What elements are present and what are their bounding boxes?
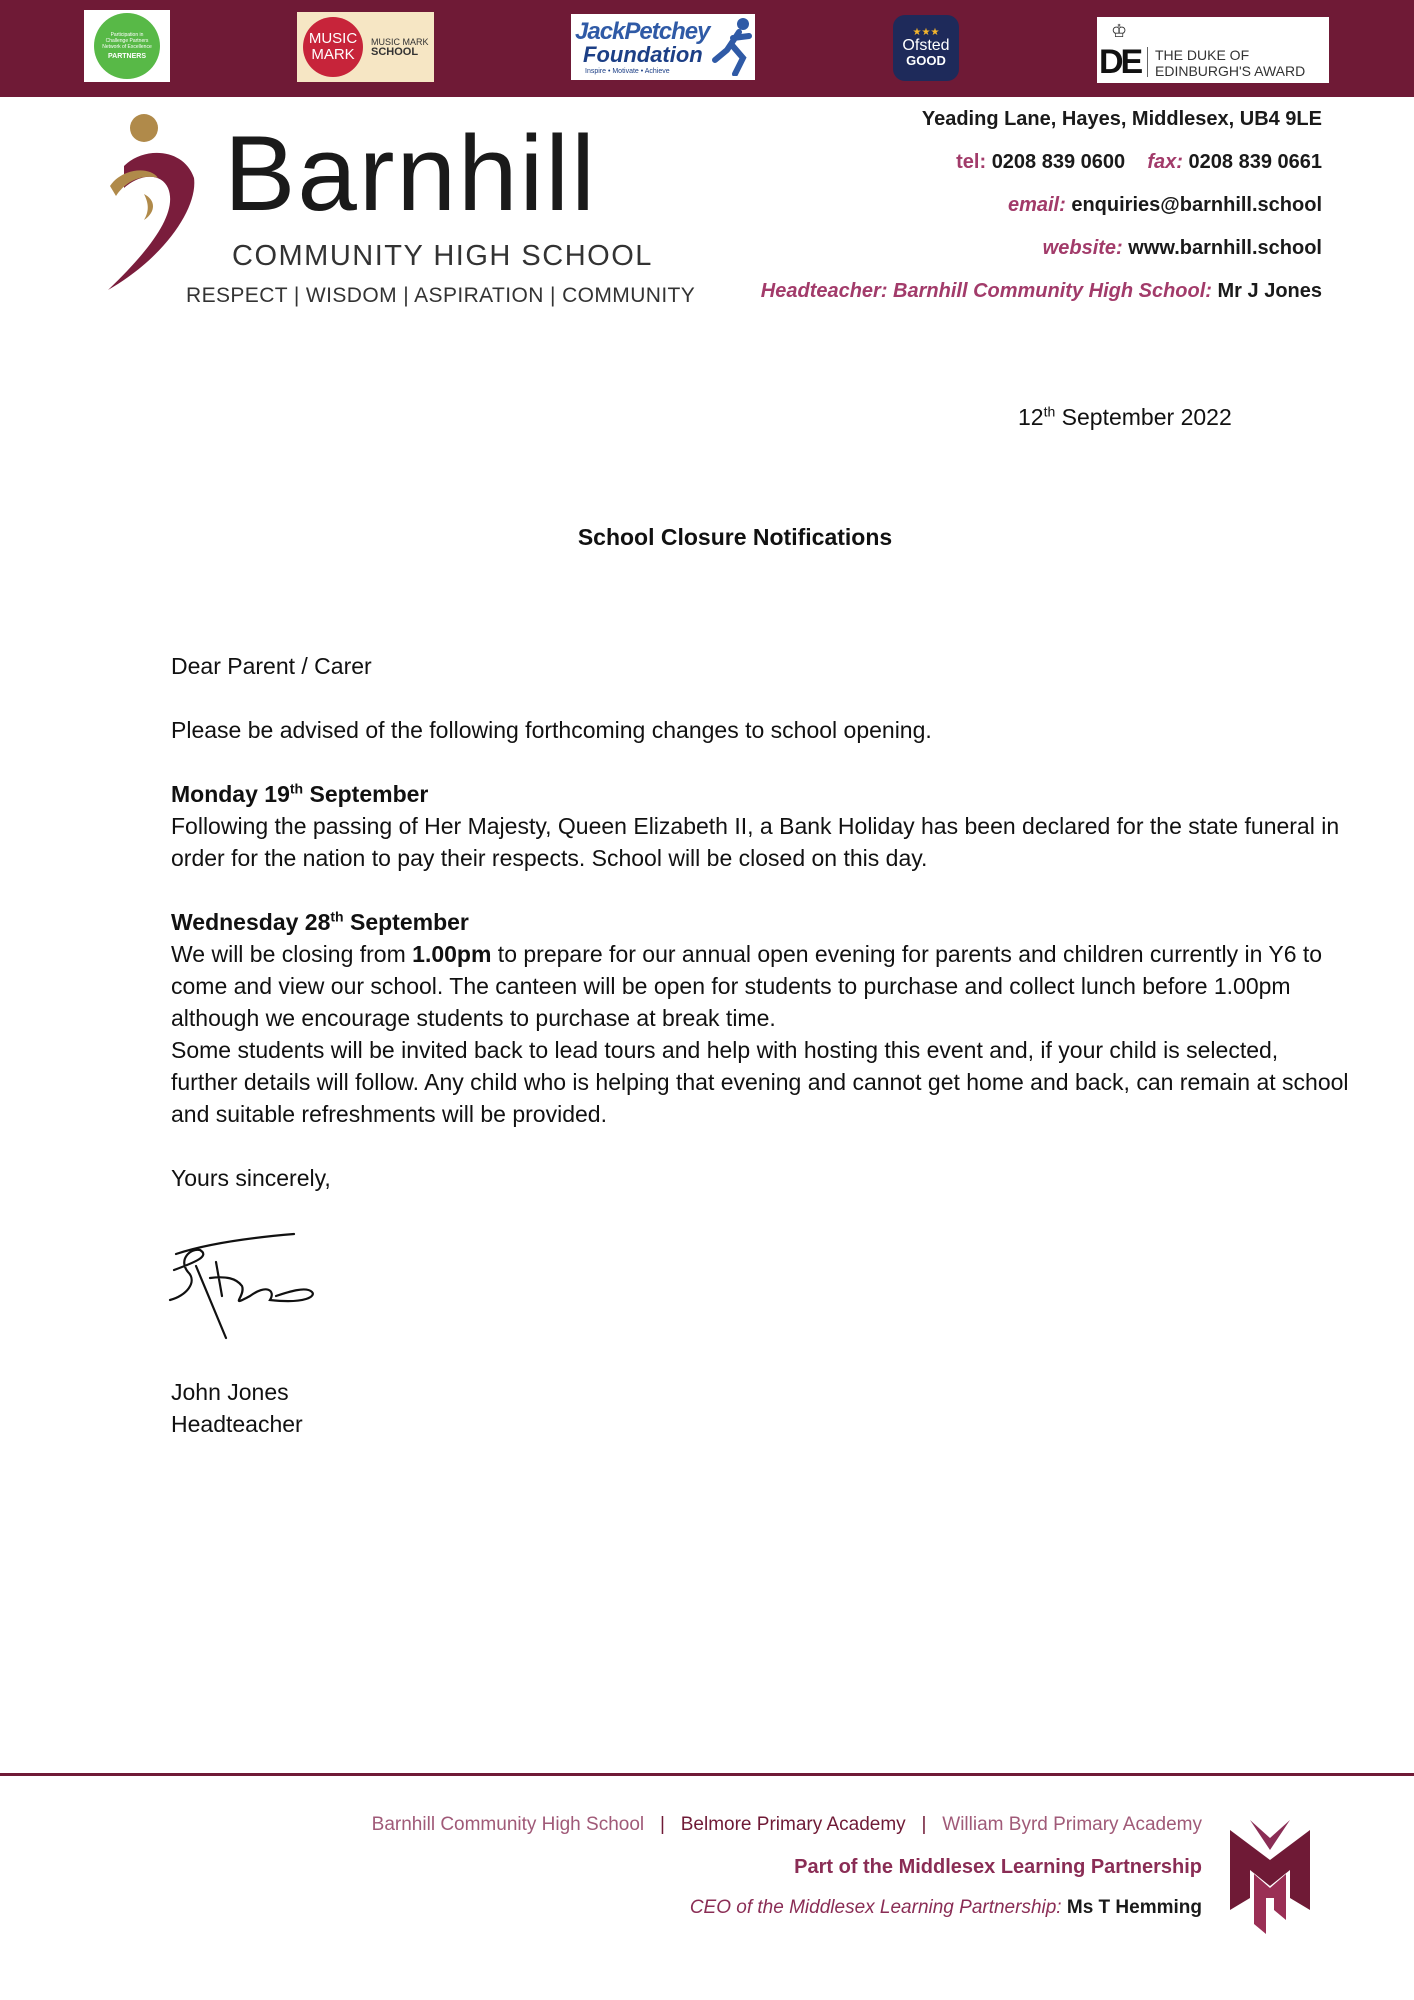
signature — [166, 1226, 326, 1346]
duke-of-edinburgh-logo — [1097, 17, 1329, 83]
s2-month: September — [343, 909, 469, 935]
jp-tagline: Inspire • Motivate • Achieve — [585, 68, 670, 75]
intro-paragraph: Please be advised of the following forthcoming changes to school opening. — [171, 717, 932, 743]
footer-school-2: Belmore Primary Academy — [680, 1814, 906, 1835]
headteacher-line — [761, 280, 1322, 303]
footer-sep: | — [921, 1814, 927, 1835]
music-line2: MARK — [311, 46, 355, 63]
divider — [1147, 47, 1148, 77]
music-line1: MUSIC — [308, 30, 358, 47]
de-line2: EDINBURGH'S AWARD — [1155, 63, 1306, 79]
partners-text: Participation in Challenge Partners Network of Excellence — [102, 32, 152, 50]
jack-petchey-logo — [571, 14, 755, 80]
email-line — [1008, 194, 1322, 217]
school-subtitle: COMMUNITY HIGH SCHOOL — [232, 240, 653, 272]
salutation: Dear Parent / Carer — [171, 653, 372, 679]
date-suffix: th — [1043, 403, 1056, 420]
ceo-name: Ms T Hemming — [1066, 1897, 1202, 1918]
date-rest: September 2022 — [1055, 404, 1232, 430]
footer-schools — [372, 1814, 1202, 1836]
challenge-partners-logo — [84, 10, 170, 82]
footer-divider — [0, 1773, 1414, 1776]
signer — [171, 1376, 1351, 1440]
school-name: Barnhill — [224, 113, 597, 233]
address — [922, 108, 1322, 131]
s2-text: to prepare for our annual open evening for parents and children currently in Y6 to come and view our school. The canteen will be open for students to purchase and collect lunch before 1.00pm although we encourage students to purchase at break time. — [171, 941, 1323, 1031]
address-text: Yeading Lane, Hayes, Middlesex, UB4 9LE — [921, 108, 1322, 130]
footer-school-1: Barnhill Community High School — [371, 1814, 645, 1835]
headteacher-name: Mr J Jones — [1217, 280, 1322, 302]
footer-partnership: Part of the Middlesex Learning Partnership — [794, 1856, 1202, 1878]
ceo-label: CEO of the Middlesex Learning Partnership: — [689, 1897, 1062, 1918]
jp-line2: Foundation — [583, 42, 703, 67]
headteacher-label: Headteacher: Barnhill Community High School: — [760, 280, 1212, 302]
footer-sep: | — [659, 1814, 665, 1835]
partners-label: PARTNERS — [108, 53, 146, 60]
runner-icon — [709, 16, 753, 76]
signer-title: Headteacher — [171, 1411, 303, 1437]
footer-ceo — [690, 1897, 1202, 1919]
tel-number: 0208 839 0600 — [991, 151, 1126, 173]
email-label: email: — [1007, 194, 1066, 216]
s1-day: Monday 19 — [171, 781, 290, 807]
ofsted-good-logo — [893, 15, 959, 81]
letter-date — [1018, 404, 1232, 431]
fax-number: 0208 839 0661 — [1188, 151, 1322, 173]
de-line1: THE DUKE OF — [1155, 47, 1250, 63]
website-label: website: — [1042, 237, 1123, 259]
barnhill-figure-logo — [104, 108, 204, 298]
logo-banner — [0, 0, 1414, 97]
stars-icon: ★★★ — [912, 27, 940, 38]
s2-pre: We will be closing from — [171, 941, 413, 967]
jp-line1: JackPetchey — [575, 18, 710, 45]
s1-text: Following the passing of Her Majesty, Queen Elizabeth II, a Bank Holiday has been declared for the state funeral in order for the nation to pay their respects. School will be closed on this day. — [171, 813, 1340, 871]
ofsted-text: Ofsted — [902, 37, 950, 54]
signer-name: John Jones — [171, 1379, 289, 1405]
mlp-logo — [1220, 1810, 1320, 1940]
fax-label: fax: — [1147, 151, 1183, 173]
date-day: 12 — [1018, 404, 1044, 430]
email-address[interactable]: enquiries@barnhill.school — [1071, 194, 1322, 216]
s1-month: September — [303, 781, 429, 807]
section-monday — [171, 778, 1351, 874]
section-heading — [171, 781, 428, 807]
footer-school-3: William Byrd Primary Academy — [942, 1814, 1202, 1835]
s2-time: 1.00pm — [412, 941, 492, 967]
section-wednesday — [171, 906, 1351, 1130]
phone-line — [956, 151, 1322, 174]
de-mark: DE — [1099, 43, 1141, 81]
crest-icon: ♔ — [1111, 21, 1128, 41]
music-mark-logo — [297, 12, 434, 82]
ofsted-rating: GOOD — [906, 53, 946, 68]
website-line — [1043, 237, 1322, 260]
section-heading — [171, 909, 469, 935]
website-url[interactable]: www.barnhill.school — [1128, 237, 1322, 259]
s2-text2: Some students will be invited back to lead tours and help with hosting this event and, if your child is selected, further details will follow. Any child who is helping that evening and cannot get home and back, can remain at school and suitable refreshments will be provided. — [171, 1037, 1349, 1127]
school-motto: RESPECT | WISDOM | ASPIRATION | COMMUNITY — [186, 284, 696, 307]
s1-suffix: th — [289, 780, 304, 797]
music-school-line2: SCHOOL — [371, 46, 419, 58]
s2-suffix: th — [330, 908, 344, 925]
closing: Yours sincerely, — [171, 1165, 331, 1191]
tel-label: tel: — [956, 151, 987, 173]
letter-title: School Closure Notifications — [577, 524, 893, 550]
music-school-line1: MUSIC MARK — [371, 37, 429, 47]
s2-day: Wednesday 28 — [171, 909, 331, 935]
